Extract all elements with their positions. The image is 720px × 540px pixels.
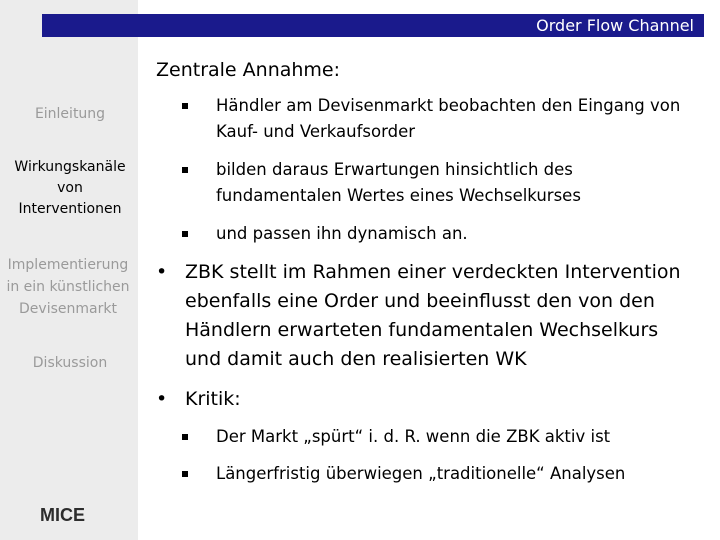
square-bullet-icon: [182, 434, 188, 440]
sidebar-item-implementierung[interactable]: [0, 254, 138, 320]
sidebar-item-label: Diskussion: [32, 355, 108, 371]
sub-bullet-text: Längerfristig überwiegen „traditionelle“ Analysen: [216, 464, 626, 483]
section-heading: Zentrale Annahme:: [156, 59, 341, 81]
sidebar-item-einleitung[interactable]: [0, 103, 140, 125]
slide-title-bar: [42, 14, 704, 37]
main-bullet: [156, 258, 685, 374]
slide-title: Order Flow Channel: [536, 16, 694, 35]
sub-bullet-text: und passen ihn dynamisch an.: [216, 224, 468, 243]
sidebar-item-label-line: Implementierung: [7, 257, 129, 273]
sidebar-item-label-line: Wirkungskanäle: [14, 159, 126, 175]
sidebar-item-label-line: in ein künstlichen: [6, 279, 130, 295]
sidebar-item-label-line: Interventionen: [18, 201, 122, 217]
sub-bullet-text: bilden daraus Erwartungen hinsichtlich des fundamentalen Wertes eines Wechselkurses: [216, 160, 581, 205]
sidebar-item-label: Einleitung: [34, 106, 106, 122]
sidebar-item-label-line: von: [57, 180, 83, 196]
sub-bullet: [196, 157, 656, 209]
main-bullet-text: Kritik:: [185, 388, 241, 410]
sub-bullet: [196, 221, 686, 247]
mice-logo: MICE: [40, 505, 85, 525]
square-bullet-icon: [182, 167, 188, 173]
square-bullet-icon: [182, 103, 188, 109]
bullet-dot-icon: •: [156, 388, 168, 410]
sidebar-item-label-line: Devisenmarkt: [19, 301, 117, 317]
main-bullet: [156, 385, 685, 414]
square-bullet-icon: [182, 231, 188, 237]
bullet-dot-icon: •: [156, 261, 168, 283]
main-bullet-text: ZBK stellt im Rahmen einer verdeckten Intervention ebenfalls eine Order und beeinflusst den von den Händlern erwarteten fundamentalen Wechselkurs und damit auch den realisierten WK: [185, 261, 681, 370]
sub-bullet-text: Händler am Devisenmarkt beobachten den Eingang von Kauf- und Verkaufsorder: [216, 96, 681, 141]
sub-bullet: [196, 424, 686, 450]
sub-bullet: [196, 461, 686, 487]
square-bullet-icon: [182, 471, 188, 477]
sub-bullet: [196, 93, 686, 145]
sub-bullet-text: Der Markt „spürt“ i. d. R. wenn die ZBK aktiv ist: [216, 427, 611, 446]
sidebar-item-diskussion[interactable]: [0, 352, 140, 374]
sidebar-item-wirkungskanaele[interactable]: [0, 157, 140, 220]
